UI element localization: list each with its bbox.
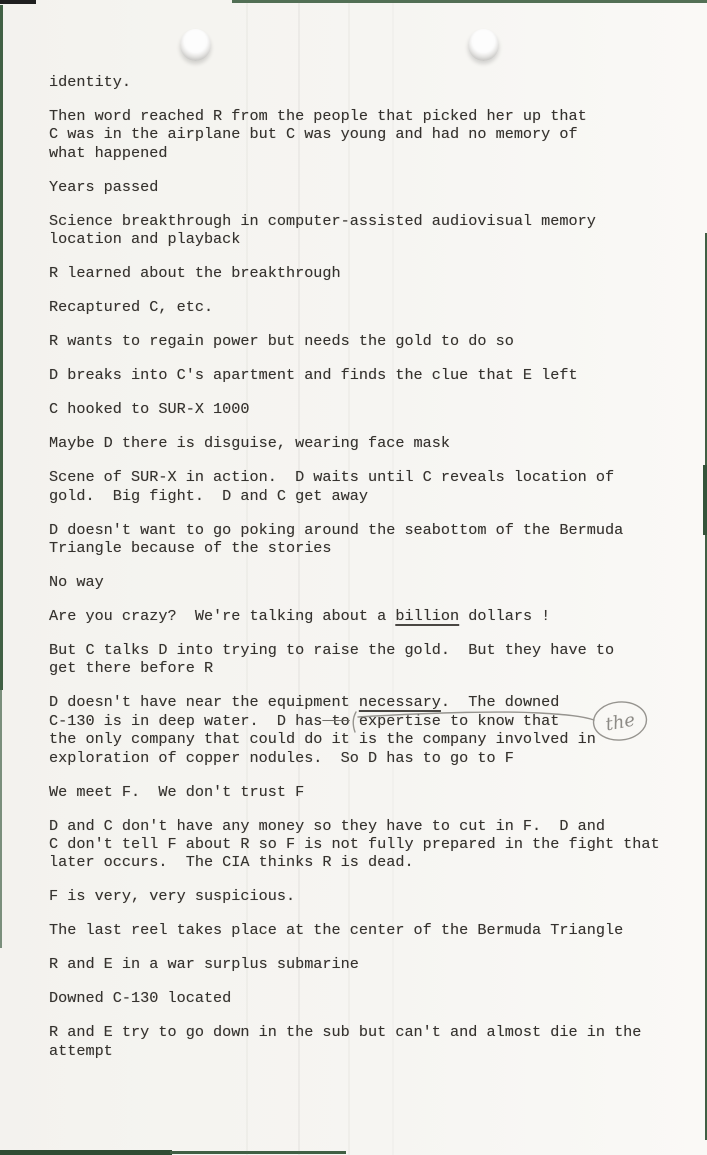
text-line [49,835,689,853]
paragraph [49,1023,689,1060]
text-segment: Maybe D there is disguise, wearing face mask [49,434,451,453]
text-segment: location and playback [49,230,241,249]
paragraph [49,989,689,1007]
text-segment: C-130 is in deep water. D has [49,711,323,730]
punch-hole-left [180,29,211,61]
text-line [49,125,689,143]
seg-typed-underline: necessary [358,693,441,712]
paragraph [49,107,689,162]
text-line [49,607,689,625]
typewritten-text [49,73,689,1060]
text-segment: F is very, very suspicious. [49,887,296,906]
punch-hole-right [468,29,499,61]
text-line [49,144,689,162]
text-segment: Are you crazy? We're talking about a [49,607,396,626]
scan-edge-left-lower [0,690,2,948]
text-line [49,107,689,125]
scan-edge-top-black [0,0,36,4]
text-line [49,712,689,730]
text-segment: identity. [49,73,132,91]
paragraph [49,693,689,767]
circled-word: the [603,709,637,736]
text-segment: Scene of SUR-X in action. D waits until C reveals location of [49,468,615,487]
text-line [49,641,689,659]
paragraph [49,178,689,196]
paragraph [49,521,689,558]
paragraph [49,468,689,505]
scan-edge-top-green [232,0,707,3]
paragraph [49,434,689,452]
text-line [49,1023,689,1041]
text-line [49,487,689,505]
text-line [49,730,689,748]
text-line [49,989,689,1007]
text-segment: gold. Big fight. D and C get away [49,486,368,505]
seg-pencil-strike: to [322,711,350,730]
text-line [49,1042,689,1060]
paragraph [49,573,689,591]
text-segment: But C talks D into trying to raise the gold. But they have to [49,641,615,660]
text-segment: No way [49,573,104,592]
paragraph [49,817,689,872]
paragraph [49,212,689,249]
paragraph [49,641,689,678]
paragraph [49,332,689,350]
text-segment: C don't tell F about R so F is not fully prepared in the fight that [49,835,660,854]
text-segment: C was in the airplane but C was young and had no memory of [49,125,578,144]
text-segment: R and E try to go down in the sub but can't and almost die in the [49,1023,642,1042]
text-line [49,693,689,711]
text-segment: D breaks into C's apartment and finds the clue that E left [49,366,578,385]
paragraph [49,73,689,91]
text-segment: get there before R [49,659,214,678]
text-line [49,521,689,539]
scan-edge-bottom-thin [170,1151,346,1154]
text-segment: what happened [49,143,168,162]
text-line [49,539,689,557]
text-line [49,400,689,418]
scan-edge-right-thick [703,465,707,535]
scan-edge-bottom-thick [0,1150,172,1155]
text-line [49,749,689,767]
text-line [49,264,689,282]
text-line [49,434,689,452]
text-segment: Science breakthrough in computer-assisted audiovisual memory [49,211,596,230]
text-segment: We meet F. We don't trust F [49,782,305,801]
paragraph [49,955,689,973]
text-segment: . The downed [440,693,560,712]
paragraph [49,264,689,282]
text-line [49,332,689,350]
text-line [49,783,689,801]
text-segment: D doesn't want to go poking around the seabottom of the Bermuda [49,520,624,539]
paragraph [49,607,689,625]
text-line [49,921,689,939]
paragraph [49,783,689,801]
text-line [49,212,689,230]
text-line [49,853,689,871]
text-line [49,955,689,973]
text-segment: the only company that could do it is the company involved in [49,730,596,749]
paragraph [49,921,689,939]
text-segment: Triangle because of the stories [49,539,332,558]
text-segment: later occurs. The CIA thinks R is dead. [49,853,414,872]
paragraph [49,366,689,384]
paragraph [49,298,689,316]
text-segment: D and C don't have any money so they have to cut in F. D and [49,816,605,835]
text-segment: The last reel takes place at the center of the Bermuda Triangle [49,921,624,940]
text-segment: Then word reached R from the people that picked her up that [49,107,587,125]
text-segment: dollars ! [459,607,551,626]
text-line [49,73,689,91]
text-segment: expertise to know that [349,711,560,730]
text-segment: R and E in a war surplus submarine [49,955,359,974]
text-segment: C hooked to SUR-X 1000 [49,400,250,419]
text-line [49,178,689,196]
seg-typed-underline: billion [395,607,460,626]
paragraph [49,400,689,418]
paragraph [49,887,689,905]
text-line [49,887,689,905]
text-segment: R learned about the breakthrough [49,264,341,283]
text-segment: Recaptured C, etc. [49,298,214,317]
text-segment: attempt [49,1041,113,1060]
text-line [49,230,689,248]
scan-edge-left [0,5,3,690]
text-line [49,366,689,384]
text-line [49,298,689,316]
text-line [49,817,689,835]
text-segment: D doesn't have near the equipment [49,693,359,712]
text-segment: exploration of copper nodules. So D has to go to F [49,748,514,767]
text-segment: Downed C-130 located [49,989,232,1008]
text-segment: R wants to regain power but needs the gold to do so [49,332,514,351]
text-line [49,659,689,677]
text-segment: Years passed [49,177,159,196]
text-line [49,468,689,486]
text-line [49,573,689,591]
